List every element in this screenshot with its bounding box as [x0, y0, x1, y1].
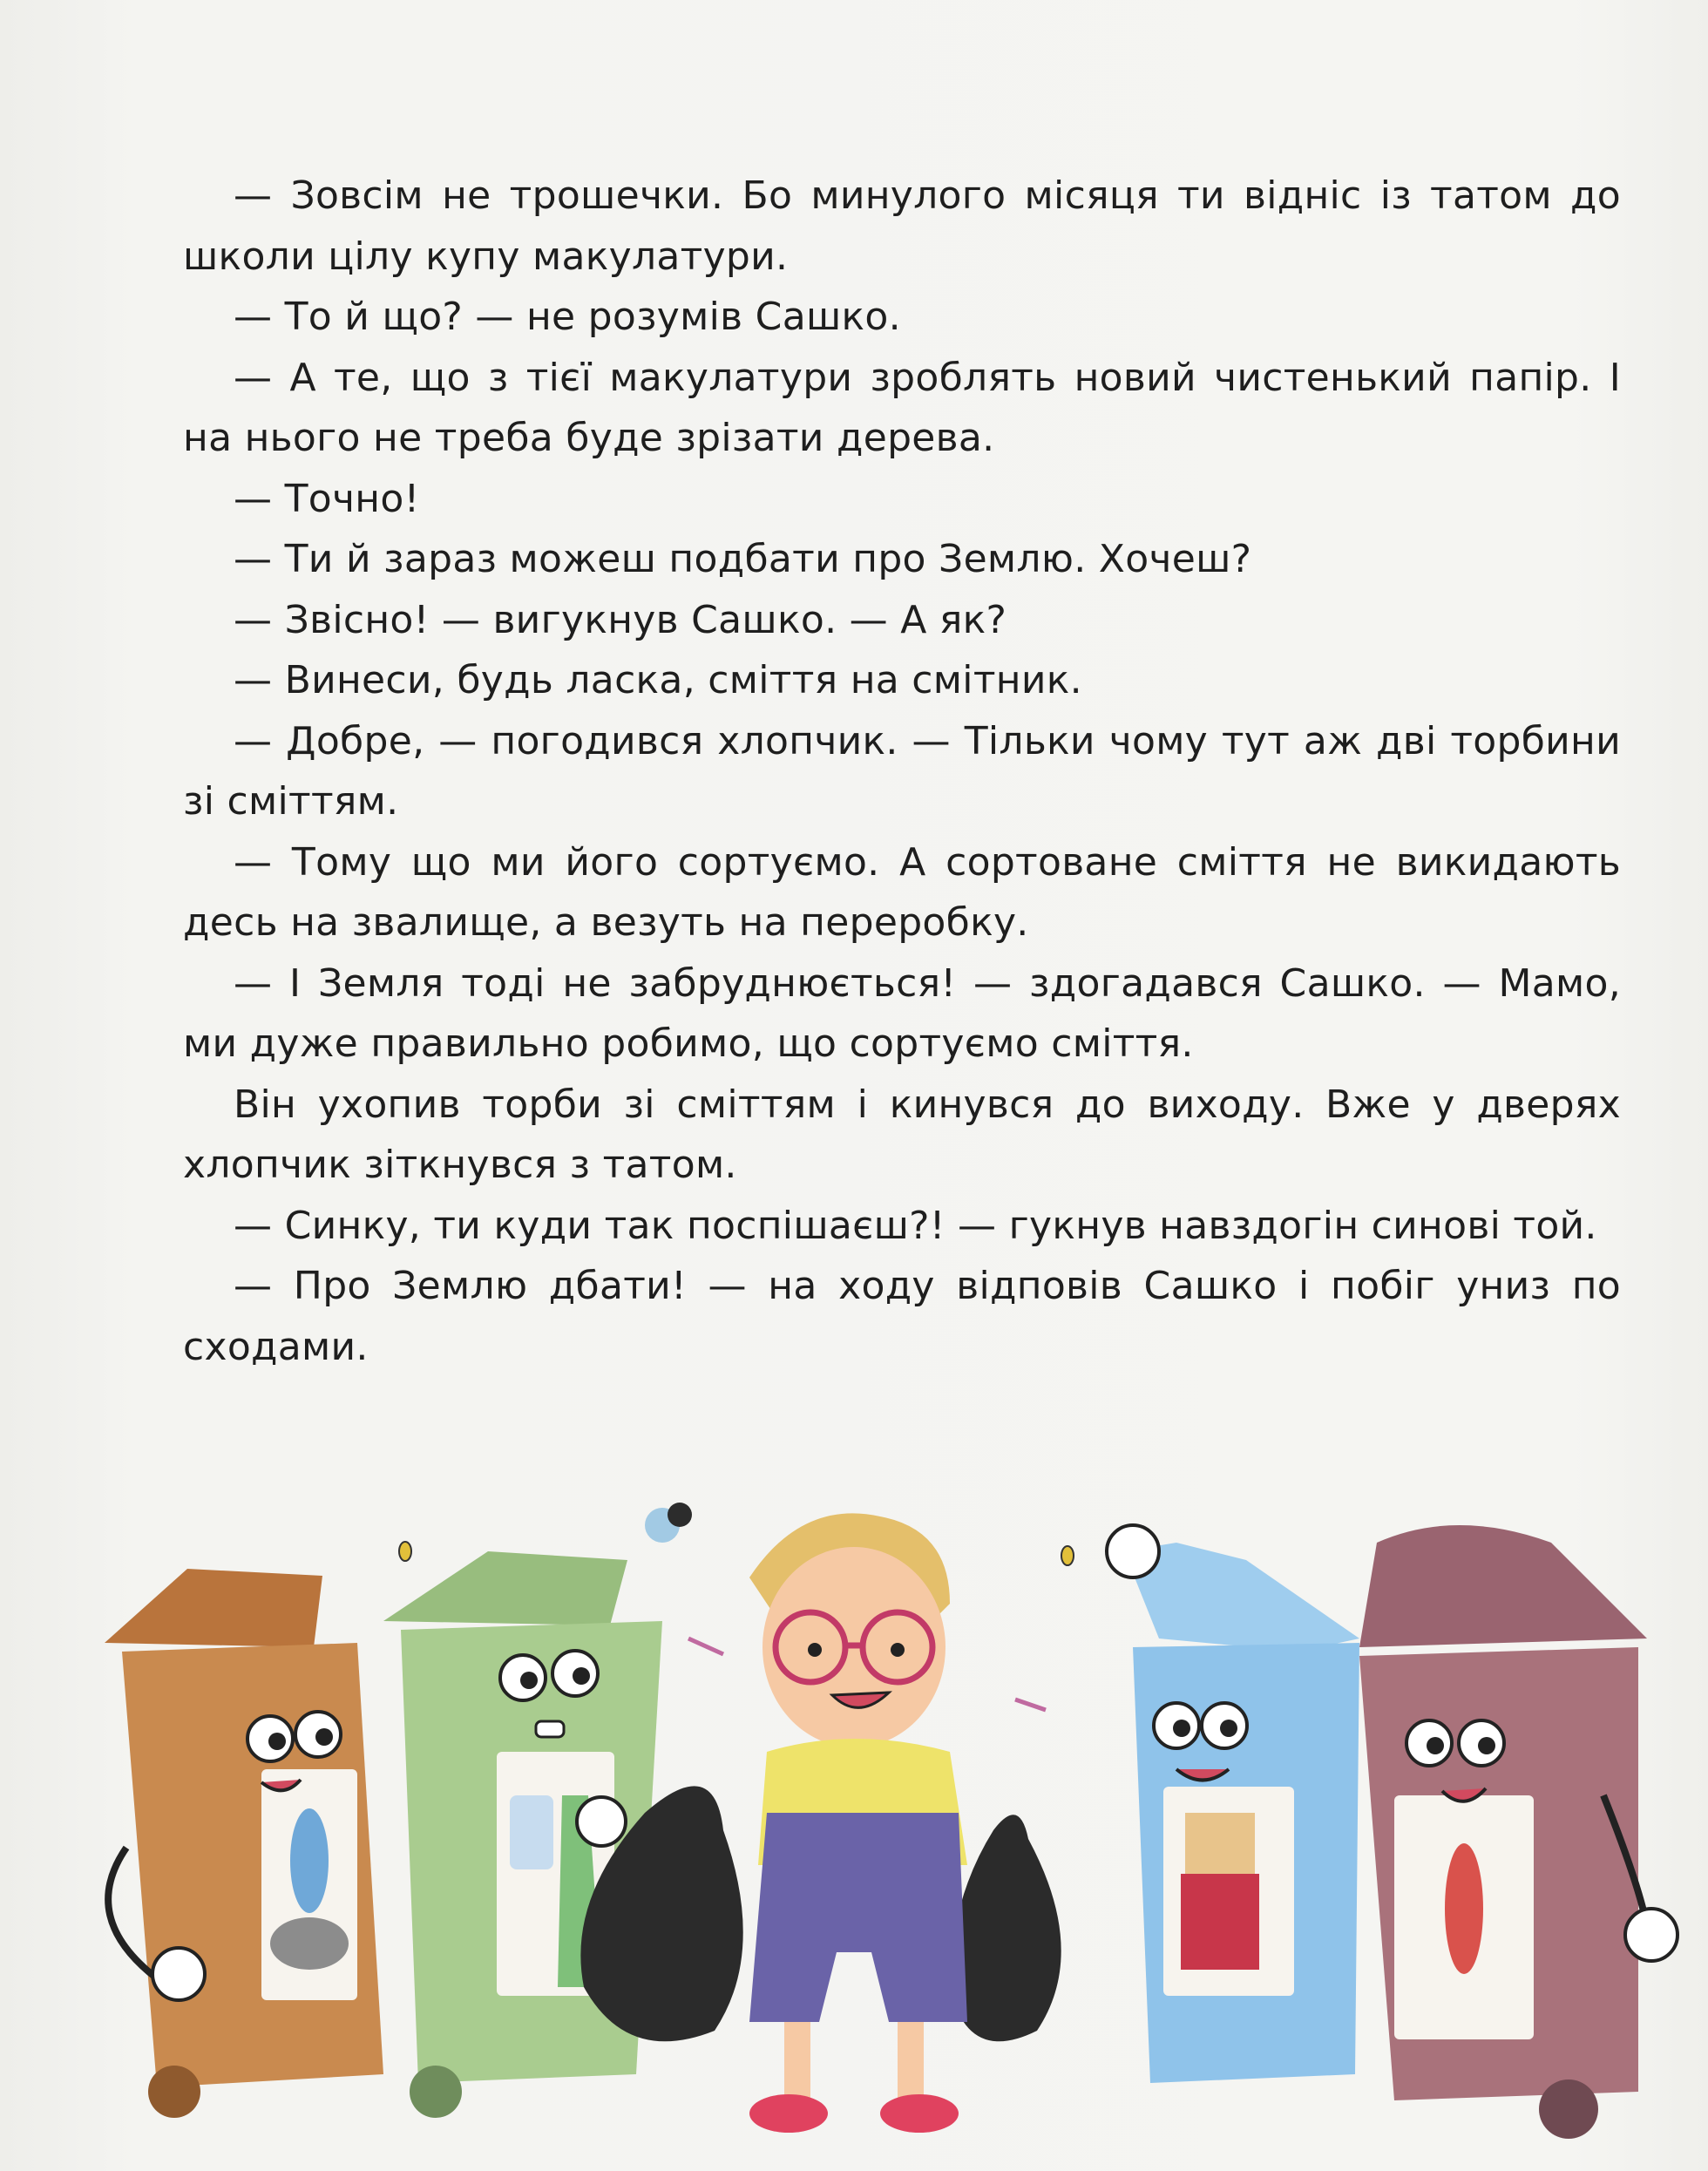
paragraph: — Тому що ми його сортуємо. А сортоване сміття не викидають десь на звалище, а везуть на переробку.	[183, 839, 1621, 945]
mauve-bin	[1359, 1525, 1678, 2139]
paragraph: — Точно!	[234, 476, 420, 521]
story-text	[183, 166, 1621, 1377]
blue-bin	[1107, 1525, 1359, 2083]
paragraph: — Про Землю дбати! — на ходу відповів Сашко і побіг униз по сходами.	[183, 1264, 1621, 1369]
paragraph: — Звісно! — вигукнув Сашко. — А як?	[234, 597, 1007, 642]
boy-sashko	[749, 1513, 967, 2133]
paragraph: — Ти й зараз можеш подбати про Землю. Хочеш?	[234, 537, 1252, 581]
brown-bin	[105, 1569, 383, 2118]
paragraph: — І Земля тоді не забруднюється! — здогадався Сашко. — Мамо, ми дуже правильно робимо, що сортуємо сміття.	[183, 960, 1621, 1066]
paragraph: — Синку, ти куди так поспішаєш?! — гукнув навздогін синові той.	[234, 1203, 1597, 1248]
paragraph: — Винеси, будь ласка, сміття на смітник.	[234, 658, 1082, 702]
paragraph: — То й що? — не розумів Сашко.	[234, 295, 901, 339]
recycling-bins-illustration	[0, 1464, 1708, 2171]
paragraph: — Зовсім не трошечки. Бо минулого місяця ти відніс із татом до школи цілу купу макулатури.	[183, 173, 1621, 279]
paragraph: — А те, що з тієї макулатури зроблять новий чистенький папір. І на нього не треба буде зрізати дерева.	[183, 355, 1621, 460]
fly-icon	[645, 1503, 692, 1543]
green-bin	[383, 1551, 662, 2118]
paragraph: — Добре, — погодився хлопчик. — Тільки чому тут аж дві торбини зі сміттям.	[183, 718, 1621, 824]
paragraph: Він ухопив торби зі сміттям і кинувся до виходу. Вже у дверях хлопчик зіткнувся з татом.	[183, 1082, 1621, 1187]
